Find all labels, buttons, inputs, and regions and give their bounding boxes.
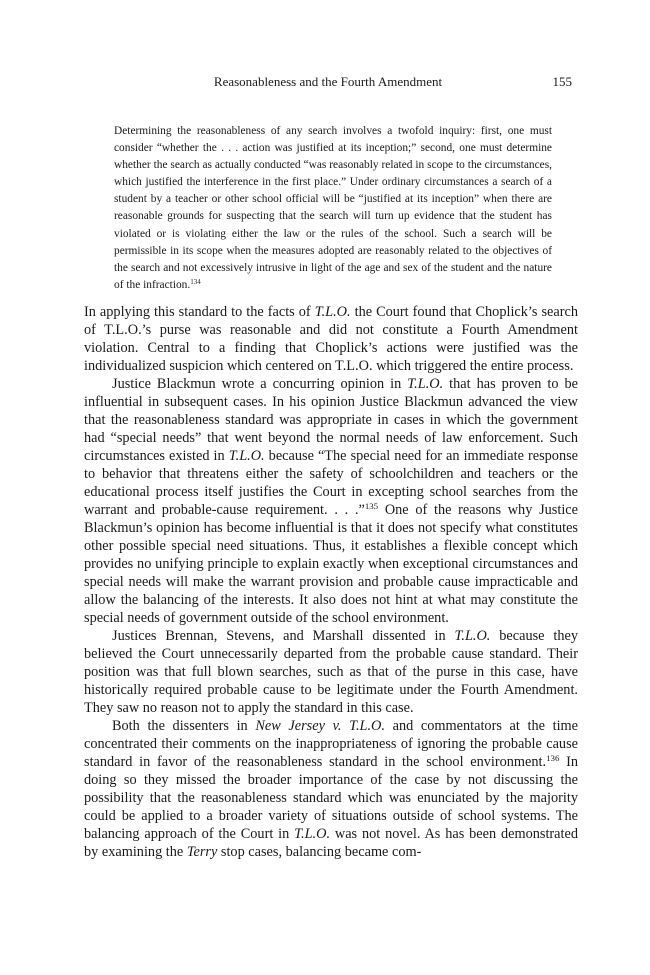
- paragraph-3: [84, 627, 578, 717]
- block-quote-text: Determining the reasonableness of any search involves a twofold inquiry: first, one must consider “whether the . . . action was justified at its inception;” second, one must determine whether the search as actually conducted “was reasonably related in scope to the circumstances, which justified the interference in the first place.” Under ordinary circumstances a search of a student by a teacher or other school official will be “justified at its inception” when there are reasonable grounds for suspecting that the search will turn up evidence that the student has violated or is violating either the law or the rules of the school. Such a search will be permissible in its scope when the measures adopted are reasonably related to the objectives of the search and not excessively intrusive in light of the age and sex of the student and the nature of the infraction.: [114, 125, 552, 291]
- footnote-ref-134: 134: [190, 277, 201, 286]
- case-name: T.L.O.: [294, 826, 331, 842]
- block-quote: [114, 123, 552, 294]
- body-text: [84, 303, 578, 861]
- case-name: T.L.O.: [314, 304, 351, 320]
- footnote-ref-135: 135: [364, 501, 379, 512]
- text-run: stop cases, balancing became com-: [217, 844, 422, 860]
- text-run: One of the reasons why Justice Blackmun’s opinion has become influential is that it does not specify what constitutes other possible special need situations. Thus, it establishes a flexible concept which provides no unifying principle to explain exactly when exceptional circumstances and special needs will make the warrant provision and probable cause impracticable and allow the balancing of the interests. It also does not hint at what may constitute the special needs of government outside of the school environment.: [84, 502, 578, 626]
- case-name: New Jersey v. T.L.O.: [255, 718, 385, 734]
- text-run: In applying this standard to the facts of: [84, 304, 315, 320]
- case-name: T.L.O.: [454, 628, 491, 644]
- text-run: because “The special need for an immediate response to behavior that threatens either the safety of schoolchildren and teachers or the educational process itself justifies the Court in excepting school searches from the warrant and probable-cause requirement. . . .”: [84, 448, 578, 518]
- case-name: Terry: [186, 844, 218, 860]
- case-name: T.L.O.: [407, 376, 444, 392]
- text-run: and commentators at the time concentrated their comments on the inappropriateness of ignoring the probable cause standard in favor of the reasonableness standard in the school environment.: [84, 718, 579, 770]
- footnote-ref-136: 136: [546, 753, 560, 764]
- page-number: 155: [552, 74, 572, 89]
- running-title: Reasonableness and the Fourth Amendment: [213, 74, 443, 89]
- paragraph-1: [84, 303, 578, 375]
- text-run: Both the dissenters in: [112, 718, 256, 734]
- text-run: because they believed the Court unnecessarily departed from the probable cause standard. Their position was that full blown searches, such as that of the purse in this case, have historically required probable cause to be legitimate under the Fourth Amendment. They saw no reason not to apply the standard in this case.: [84, 628, 578, 716]
- text-run: that has proven to be influential in subsequent cases. In his opinion Justice Blackmun advanced the view that the reasonableness standard was appropriate in cases in which the government had “special needs” that went beyond the normal needs of law enforcement. Such circumstances existed in: [84, 376, 578, 464]
- paragraph-2: [84, 375, 578, 627]
- text-run: the Court found that Choplick’s search of T.L.O.’s purse was reasonable and did not constitute a Fourth Amendment violation. Central to a finding that Choplick’s actions were justified was the individualized suspicion which centered on T.L.O. which triggered the entire process.: [84, 304, 578, 374]
- paragraph-4: [84, 717, 578, 861]
- case-name: T.L.O.: [228, 448, 265, 464]
- text-run: was not novel. As has been demonstrated by examining the: [84, 826, 578, 860]
- text-run: In doing so they missed the broader importance of the case by not discussing the possibility that the reasonableness standard which was enunciated by the majority could be applied to a broader variety of situations outside of school systems. The balancing approach of the Court in: [84, 754, 579, 842]
- text-run: Justice Blackmun wrote a concurring opinion in: [112, 376, 408, 392]
- text-run: Justices Brennan, Stevens, and Marshall dissented in: [112, 628, 455, 644]
